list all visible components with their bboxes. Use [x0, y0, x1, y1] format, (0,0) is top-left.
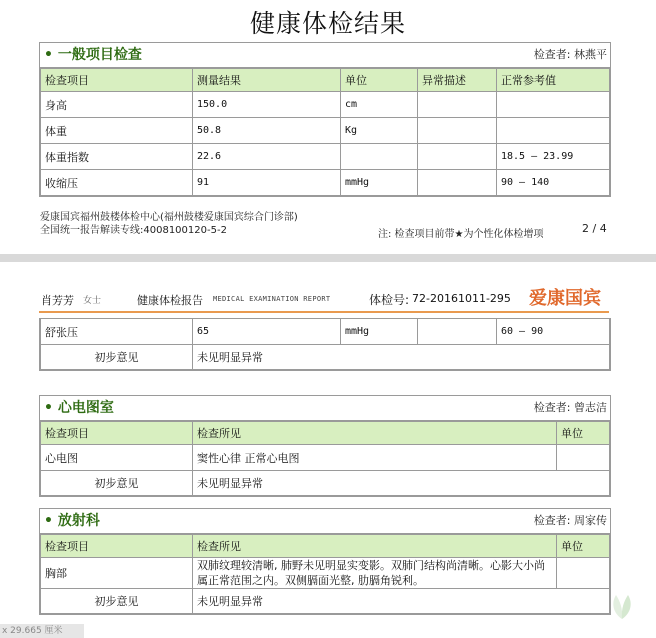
- col-header: 检查项目: [41, 422, 193, 445]
- table-cell: 150.0: [193, 92, 341, 118]
- table-cell: 舒张压: [41, 319, 193, 345]
- patient-gender: 女士: [83, 296, 102, 306]
- brand-logo: 爱康国宾: [529, 288, 601, 309]
- table-cell: 50.8: [193, 118, 341, 144]
- exam-number-label: 体检号:: [369, 293, 410, 307]
- table-header-row: [41, 69, 610, 92]
- col-header: 测量结果: [193, 69, 341, 92]
- table-header-row: [41, 422, 610, 445]
- table-cell: cm: [341, 92, 418, 118]
- col-header: 检查项目: [41, 69, 193, 92]
- table-row: [41, 118, 610, 144]
- col-header: 正常参考值: [497, 69, 610, 92]
- col-header: 检查所见: [193, 535, 557, 558]
- col-header: 检查所见: [193, 422, 557, 445]
- table-cell: 窦性心律 正常心电图: [193, 445, 557, 471]
- table-cell: [418, 92, 497, 118]
- inspector-label: 检查者: 曾志洁: [533, 401, 607, 414]
- page-divider: [0, 254, 656, 262]
- table-cell: 双肺纹理较清晰, 肺野未见明显实变影。双肺门结构尚清晰。心影大小尚属正常范围之内。双侧膈面光整, 肋膈角锐利。: [193, 558, 557, 589]
- section-header: [40, 396, 610, 421]
- exam-number: 72-20161011-295: [412, 292, 511, 305]
- table-cell: 22.6: [193, 144, 341, 170]
- table-cell: 胸部: [41, 558, 193, 589]
- table-cell: 65: [193, 319, 341, 345]
- viewer-size-readout: x 29.665 厘米: [0, 624, 84, 638]
- table-cell: mmHg: [341, 170, 418, 196]
- footer-line-1: 爱康国宾福州鼓楼体检中心(福州鼓楼爱康国宾综合门诊部): [40, 212, 298, 223]
- table-cell: [557, 445, 610, 471]
- table-row: [41, 558, 610, 589]
- table-cell: [418, 118, 497, 144]
- col-header: 单位: [341, 69, 418, 92]
- opinion-label: 初步意见: [41, 345, 193, 370]
- general-exam-table: [40, 68, 610, 196]
- table-cell: [418, 319, 497, 345]
- table-row: [41, 445, 610, 471]
- table-cell: 身高: [41, 92, 193, 118]
- table-row: [41, 92, 610, 118]
- table-cell: [497, 118, 610, 144]
- table-cell: [341, 144, 418, 170]
- opinion-value: 未见明显异常: [193, 589, 610, 614]
- footer-line-2: 全国统一报告解读专线:4008100120-5-2: [40, 225, 227, 236]
- col-header: 单位: [557, 422, 610, 445]
- opinion-label: 初步意见: [41, 589, 193, 614]
- table-cell: [418, 144, 497, 170]
- table-cell: 90 — 140: [497, 170, 610, 196]
- table-cell: [418, 170, 497, 196]
- table-row: [41, 144, 610, 170]
- opinion-value: 未见明显异常: [193, 345, 610, 370]
- report-title-en: MEDICAL EXAMINATION REPORT: [213, 295, 331, 303]
- patient-name: 肖芳芳: [41, 294, 74, 307]
- table-cell: [557, 558, 610, 589]
- opinion-value: 未见明显异常: [193, 471, 610, 496]
- inspector-label: 检查者: 周家传: [533, 514, 607, 527]
- col-header: 单位: [557, 535, 610, 558]
- opinion-row: [41, 471, 610, 496]
- table-cell: 60 — 90: [497, 319, 610, 345]
- inspector-label: 检查者: 林燕平: [533, 48, 607, 61]
- section-header: [40, 43, 610, 68]
- section-title: • 一般项目检查: [44, 47, 142, 63]
- footer-note: 注: 检查项目前带★为个性化体检增项: [378, 229, 544, 240]
- section-title: • 放射科: [44, 513, 100, 529]
- col-header: 异常描述: [418, 69, 497, 92]
- table-cell: 体重指数: [41, 144, 193, 170]
- table-cell: 18.5 — 23.99: [497, 144, 610, 170]
- general-exam-table-continued: [40, 318, 610, 370]
- opinion-row: [41, 589, 610, 614]
- ecg-section: [39, 395, 611, 497]
- table-row: [41, 170, 610, 196]
- header-rule: [39, 311, 609, 313]
- page-title: 健康体检结果: [249, 9, 406, 38]
- general-exam-section: [39, 42, 611, 197]
- col-header: 检查项目: [41, 535, 193, 558]
- section-header: [40, 509, 610, 534]
- table-cell: 91: [193, 170, 341, 196]
- leaf-icon: [607, 591, 637, 621]
- section-title: • 心电图室: [44, 400, 114, 416]
- table-cell: 收缩压: [41, 170, 193, 196]
- radiology-table: [40, 534, 610, 614]
- radiology-section: [39, 508, 611, 615]
- footer-info: [40, 211, 298, 237]
- opinion-row: [41, 345, 610, 370]
- page-number: 2 / 4: [582, 222, 607, 235]
- report-title: 健康体检报告: [137, 294, 203, 307]
- general-exam-continued: [39, 318, 611, 371]
- table-row: [41, 319, 610, 345]
- table-cell: [497, 92, 610, 118]
- table-header-row: [41, 535, 610, 558]
- opinion-label: 初步意见: [41, 471, 193, 496]
- table-cell: 心电图: [41, 445, 193, 471]
- table-cell: mmHg: [341, 319, 418, 345]
- ecg-table: [40, 421, 610, 496]
- table-cell: Kg: [341, 118, 418, 144]
- table-cell: 体重: [41, 118, 193, 144]
